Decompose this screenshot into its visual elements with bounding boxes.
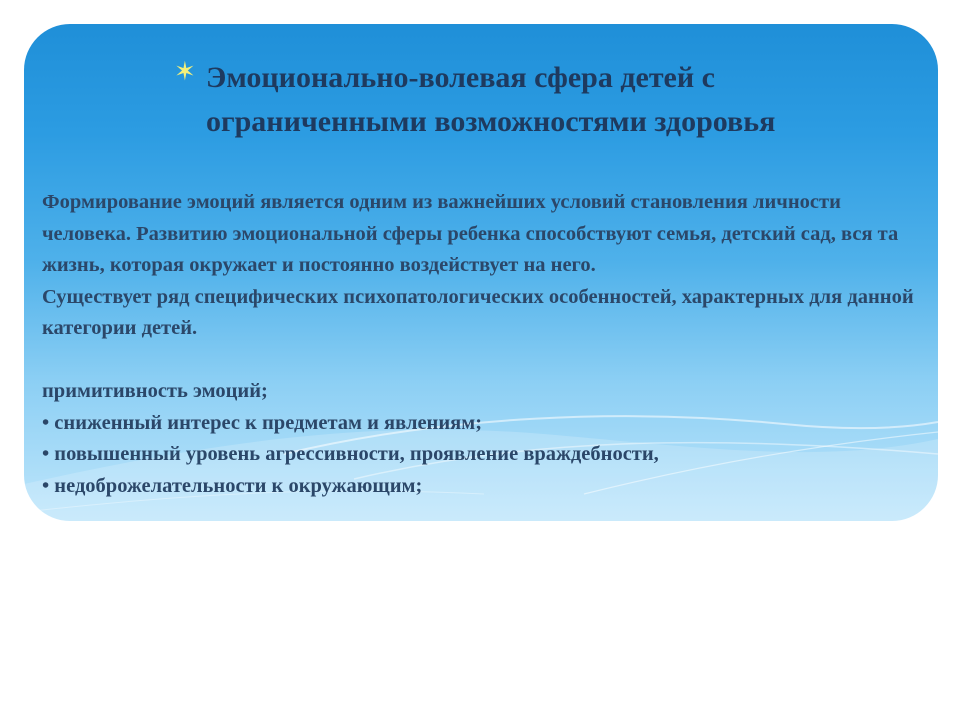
slide-title: Эмоционально-волевая сфера детей с ограниченными возможностями здоровья	[206, 61, 776, 138]
paragraph: Формирование эмоций является одним из важнейших условий становления личности человека. Развитию эмоциональной сферы ребенка способствуют семья, детский сад, вся та жизнь, которая окружает и постоянно воздействует на него.	[42, 191, 899, 276]
list-item: • недоброжелательности к окружающим;	[42, 474, 423, 497]
slide-panel	[24, 24, 938, 521]
paragraph: Существует ряд специфических психопатологических особенностей, характерных для данной категории детей.	[42, 285, 914, 339]
spacer	[42, 345, 922, 377]
slide-body	[42, 187, 922, 502]
list-item: • повышенный уровень агрессивности, проявление враждебности,	[42, 443, 659, 465]
list-item: • сниженный интерес к предметам и явлениям;	[42, 411, 483, 434]
list-item: примитивность эмоций;	[42, 380, 268, 402]
star-icon: ✶	[174, 57, 196, 86]
